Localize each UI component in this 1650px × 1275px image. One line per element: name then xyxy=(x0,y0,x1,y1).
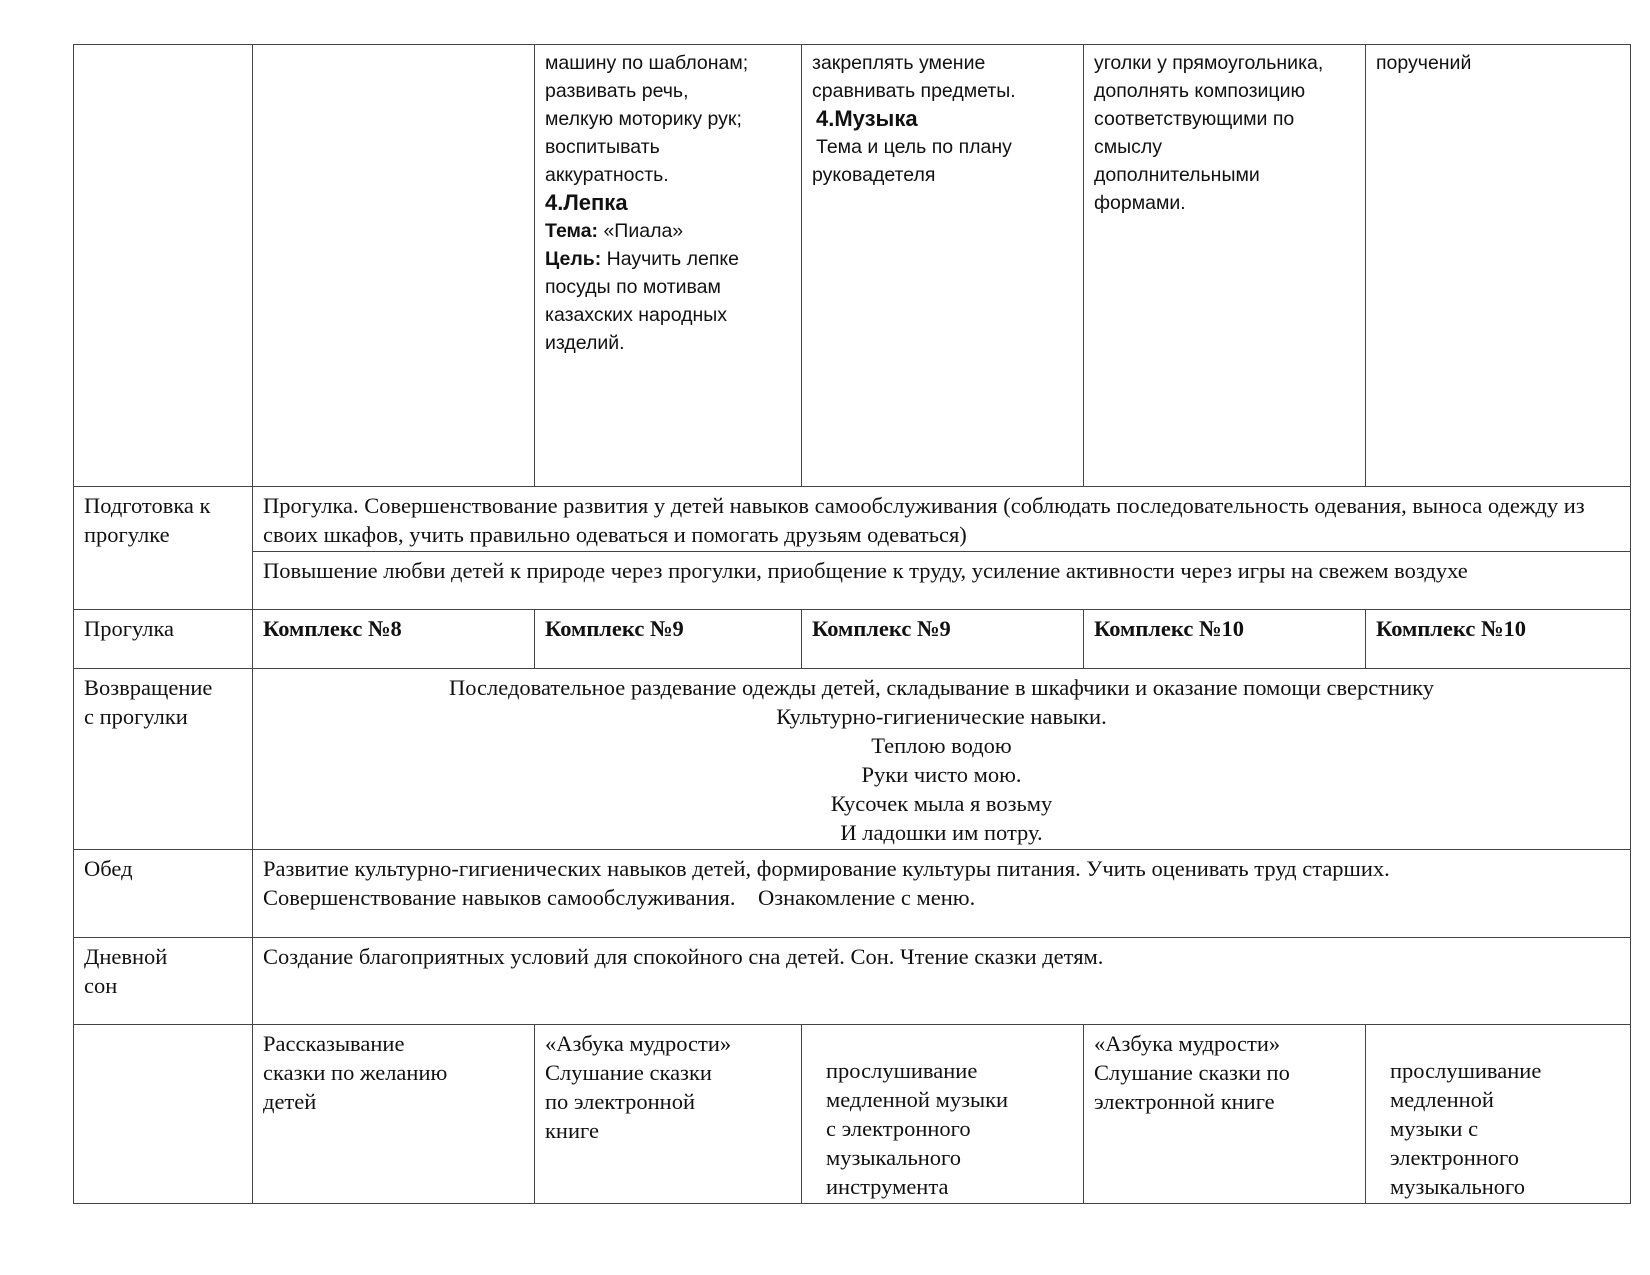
complex-cell: Комплекс №10 xyxy=(1084,610,1366,669)
text-line: воспитывать xyxy=(545,136,660,158)
section-heading: 4.Музыка xyxy=(816,106,918,131)
table-row xyxy=(74,669,1631,850)
poem-line: И ладошки им потру. xyxy=(840,820,1043,845)
row-label-walk: Прогулка xyxy=(74,610,253,669)
table-row xyxy=(74,1025,1631,1204)
row-label-lunch: Обед xyxy=(74,850,253,938)
goal-value: Научить лепке xyxy=(601,248,740,270)
table-row xyxy=(74,487,1631,552)
text-line: аккуратность. xyxy=(545,164,669,186)
complex-cell: Комплекс №10 xyxy=(1366,610,1631,669)
text-line: инструмента xyxy=(826,1174,949,1199)
nap-text: Создание благоприятных условий для спокойного сна детей. Сон. Чтение сказки детям. xyxy=(253,938,1631,1025)
text-line: Слушание сказки xyxy=(545,1060,712,1085)
text-line: казахских народных xyxy=(545,304,728,326)
goal-label: Цель: xyxy=(545,248,602,270)
text-line: «Азбука мудрости» xyxy=(1094,1031,1281,1056)
prep-text: Повышение любви детей к природе через прогулки, приобщение к труду, усиление активности через игры на свежем воздухе xyxy=(253,552,1631,610)
text-line: детей xyxy=(263,1089,317,1114)
empty-cell xyxy=(253,45,535,487)
empty-cell xyxy=(74,45,253,487)
text-line: сравнивать предметы. xyxy=(812,80,1016,102)
text-line: машину по шаблонам; xyxy=(545,52,749,74)
text-line: уголки у прямоугольника, xyxy=(1094,52,1324,74)
activity-cell xyxy=(802,1025,1084,1204)
text-line: медленной xyxy=(1390,1087,1494,1112)
lesson-cell-music xyxy=(802,45,1084,487)
table-row xyxy=(74,850,1631,938)
prep-text: Прогулка. Совершенствование развития у детей навыков самообслуживания (соблюдать последовательность одевания, выноса одежду из своих шкафов, учить правильно одеваться и помогать друзьям одеваться) xyxy=(253,487,1631,552)
label-line: Дневной xyxy=(84,944,168,969)
row-label-return xyxy=(74,669,253,850)
lunch-text xyxy=(253,850,1631,938)
label-line: сон xyxy=(84,973,118,998)
text-line: прослушивание xyxy=(826,1058,978,1083)
complex-cell: Комплекс №9 xyxy=(802,610,1084,669)
text-line: посуды по мотивам xyxy=(545,276,721,298)
text-line: Рассказывание xyxy=(263,1031,405,1056)
text-line: смыслу xyxy=(1094,136,1163,158)
text-line: музыкального xyxy=(1390,1174,1525,1199)
text-line: электронного xyxy=(1390,1145,1519,1170)
label-line: прогулке xyxy=(84,522,170,547)
text-line: развивать речь, xyxy=(545,80,689,102)
return-text xyxy=(253,669,1631,850)
text-line: изделий. xyxy=(545,332,625,354)
text-line: электронной книге xyxy=(1094,1089,1275,1114)
text-line: Культурно-гигиенические навыки. xyxy=(776,704,1107,729)
text-line: соответствующими по xyxy=(1094,108,1295,130)
text-line: дополнять композицию xyxy=(1094,80,1306,102)
text-line: по электронной xyxy=(545,1089,695,1114)
text-line: руковадетеля xyxy=(812,164,936,186)
table-row xyxy=(74,938,1631,1025)
text-line: медленной музыки xyxy=(826,1087,1009,1112)
activity-cell xyxy=(535,1025,802,1204)
lesson-cell-modeling xyxy=(535,45,802,487)
lesson-cell-applique xyxy=(1084,45,1366,487)
theme-value: «Пиала» xyxy=(598,220,684,242)
table-row xyxy=(74,610,1631,669)
empty-cell xyxy=(74,1025,253,1204)
text-line: дополнительными xyxy=(1094,164,1260,186)
text-line: Развитие культурно-гигиенических навыков детей, формирование культуры питания. Учить оценивать труд старших. xyxy=(263,856,1390,881)
text-line: мелкую моторику рук; xyxy=(545,108,742,130)
text-line: закреплять умение xyxy=(812,52,986,74)
schedule-page xyxy=(73,44,1630,1204)
text-line: Тема и цель по плану xyxy=(816,136,1012,158)
label-line: с прогулки xyxy=(84,704,188,729)
theme-label: Тема: xyxy=(545,220,599,242)
text-line: книге xyxy=(545,1118,599,1143)
table-row xyxy=(74,45,1631,487)
table-row xyxy=(74,552,1631,610)
schedule-table xyxy=(73,44,1631,1204)
complex-cell: Комплекс №9 xyxy=(535,610,802,669)
poem-line: Руки чисто мою. xyxy=(861,762,1022,787)
text-line: прослушивание xyxy=(1390,1058,1542,1083)
text-line: Слушание сказки по xyxy=(1094,1060,1290,1085)
text-line: музыки с xyxy=(1390,1116,1479,1141)
complex-cell: Комплекс №8 xyxy=(253,610,535,669)
activity-cell xyxy=(1084,1025,1366,1204)
text-line: «Азбука мудрости» xyxy=(545,1031,732,1056)
text-line: Совершенствование навыков самообслуживания. Ознакомление с меню. xyxy=(263,885,976,910)
row-label-nap xyxy=(74,938,253,1025)
text-line: с электронного xyxy=(826,1116,971,1141)
poem-line: Кусочек мыла я возьму xyxy=(830,791,1053,816)
poem-line: Теплою водою xyxy=(871,733,1012,758)
text-line: Последовательное раздевание одежды детей, складывание в шкафчики и оказание помощи сверстнику xyxy=(448,675,1435,700)
text-line: сказки по желанию xyxy=(263,1060,448,1085)
label-line: Возвращение xyxy=(84,675,213,700)
row-label-prep xyxy=(74,487,253,610)
section-heading: 4.Лепка xyxy=(545,190,628,215)
text-line: музыкального xyxy=(826,1145,961,1170)
text-line: формами. xyxy=(1094,192,1186,214)
text-line: поручений xyxy=(1376,52,1472,74)
label-line: Подготовка к xyxy=(84,493,211,518)
activity-cell xyxy=(1366,1025,1631,1204)
activity-cell xyxy=(253,1025,535,1204)
lesson-cell-tasks xyxy=(1366,45,1631,487)
